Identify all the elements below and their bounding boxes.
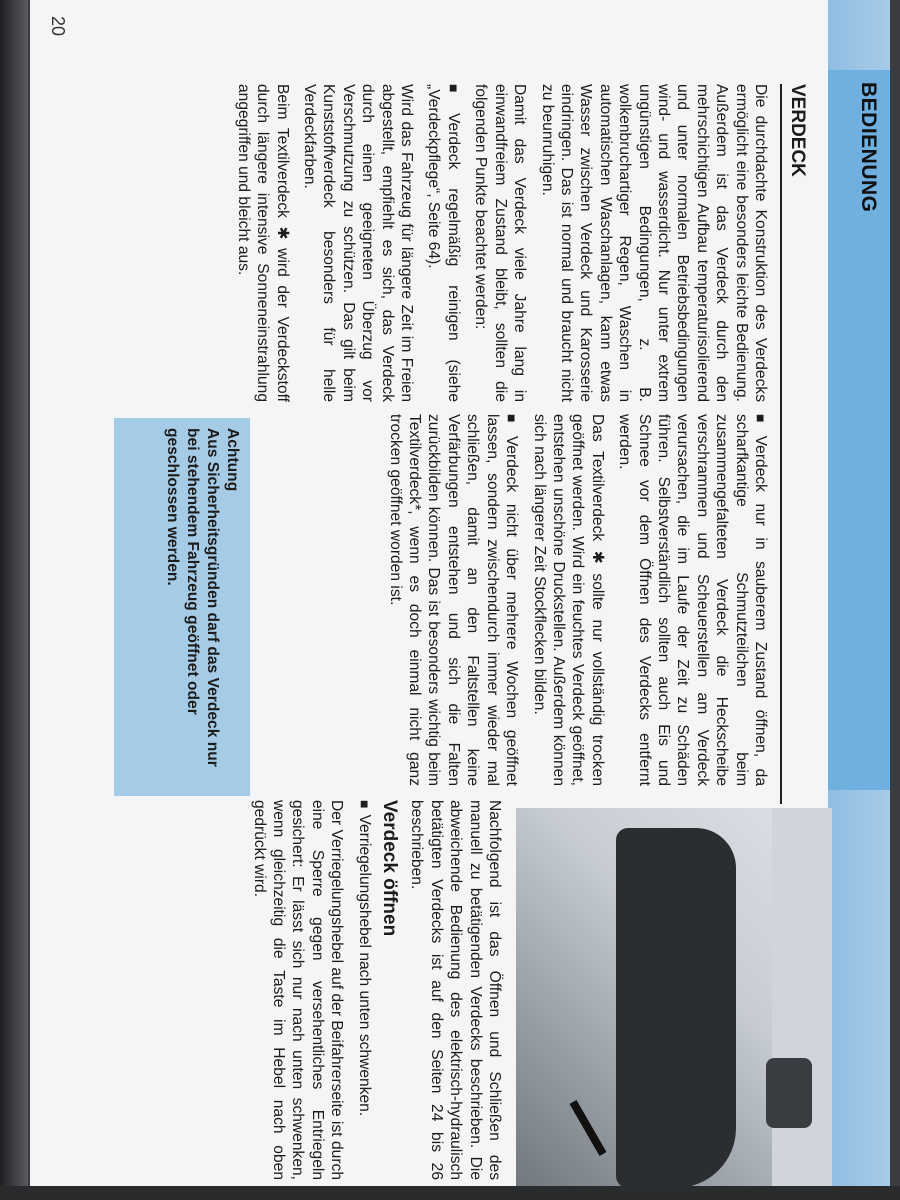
column-3 (241, 800, 504, 1180)
bullet-item: ■ Verdeck regelmäßig reinigen (siehe „Verdeckpflege“, Seite 64). (424, 84, 463, 402)
page-number: 20 (48, 16, 68, 37)
paragraph: Beim Textilverdeck ✱ wird der Verdeckstoff durch längere intensive Sonneneinstrahlung angegriffen und bleicht aus. (234, 84, 291, 402)
soft-top-roof (616, 828, 736, 1188)
paragraph: Das Textilverdeck ✱ sollte nur vollständig trocken geöffnet werden. Wird ein feuchtes Verdeck geöffnet, entstehen unschöne Druckstellen. Außerdem können sich nach längerer Zeit Stockflecken bilden. (530, 414, 606, 786)
heading-rule (780, 84, 782, 804)
bullet-item: ■ Verriegelungshebel nach unten schwenken. (354, 800, 373, 1180)
paragraph: Damit das Verdeck viele Jahre lang in einwandfreiem Zustand bleibt, sollten die folgenden Punkte beachtet werden: (472, 84, 529, 402)
book-spine-shadow (0, 0, 28, 1200)
manual-page (30, 0, 890, 1200)
arrow-icon (570, 1100, 607, 1156)
column-2 (377, 414, 770, 786)
page-heading: VERDECK (787, 84, 808, 177)
windshield-frame (772, 808, 832, 1200)
paragraph: Die durchdachte Konstruktion des Verdecks ermöglicht eine besonders leichte Bedienung. Außerdem ist das Verdeck durch den mehrschichtigen Aufbau temperaturisolierend und unter normalen Betriebsbedingungen wind- und wasserdicht. Nur unter extrem ungünstigen Bedingungen, z. B. wolkenbruchartiger Regen, Waschen in automatischen Waschanlagen, kann etwas Wasser zwischen Verdeck und Karosserie eindringen. Das ist normal und braucht nicht zu beunruhigen. (538, 84, 769, 402)
convertible-roof-photo (516, 808, 832, 1200)
paragraph: Nachfolgend ist das Öffnen und Schließen des manuell zu betätigenden Verdecks beschrieben. Die abweichende Bedienung des elektrisch-hydraulisch betätigten Verdecks ist auf den Seiten 24 bis 26 beschrieben. (408, 800, 503, 1180)
bullet-item: ■ Verdeck nicht über mehrere Wochen geöffnet lassen, sondern zwischendurch immer wieder mal schließen, damit an den Faltstellen keine Verfärbungen entstehen und sich die Falten zurückbilden können. Das ist besonders wichtig beim Textilverdeck*, wenn es doch einmal nicht ganz trocken geöffnet worden ist. (385, 414, 521, 786)
column-1 (225, 84, 770, 402)
warning-title: Achtung (224, 428, 241, 492)
bullet-item: ■ Verdeck nur in sauberem Zustand öffnen, da scharfkantige Schmutzteilchen beim zusammengefalteten Verdeck die Heckscheibe verschrammen und Scheuerstellen am Verdeck verursachen, die im Laufe der Zeit zu Schäden führen. Selbstverständlich sollten auch Eis und Schnee vor dem Öffnen des Verdecks entfernt werden. (615, 414, 770, 786)
warning-box (114, 418, 250, 796)
open-heading: Verdeck öffnen (378, 800, 400, 937)
rearview-mirror (766, 1058, 812, 1128)
paragraph: Der Verriegelungshebel auf der Beifahrerseite ist durch eine Sperre gegen versehentliches Entriegeln gesichert: Er lässt sich nur nach unten schwenken, wenn gleichzeitig die Taste im Hebel nach oben gedrückt wird. (250, 800, 346, 1180)
table-edge (0, 1186, 900, 1200)
paragraph: Wird das Fahrzeug für längere Zeit im Freien abgestellt, empfiehlt es sich, das Verdeck durch einen geeigneten Überzug vor Verschmutzung zu schützen. Das gilt beim Kunststoffverdeck besonders für helle Verdeckfarben. (301, 84, 416, 402)
warning-text: Aus Sicherheitsgründen darf das Verdeck nur bei stehendem Fahrzeug geöffnet oder geschlossen werden. (164, 428, 221, 767)
section-title: BEDIENUNG (857, 82, 880, 213)
